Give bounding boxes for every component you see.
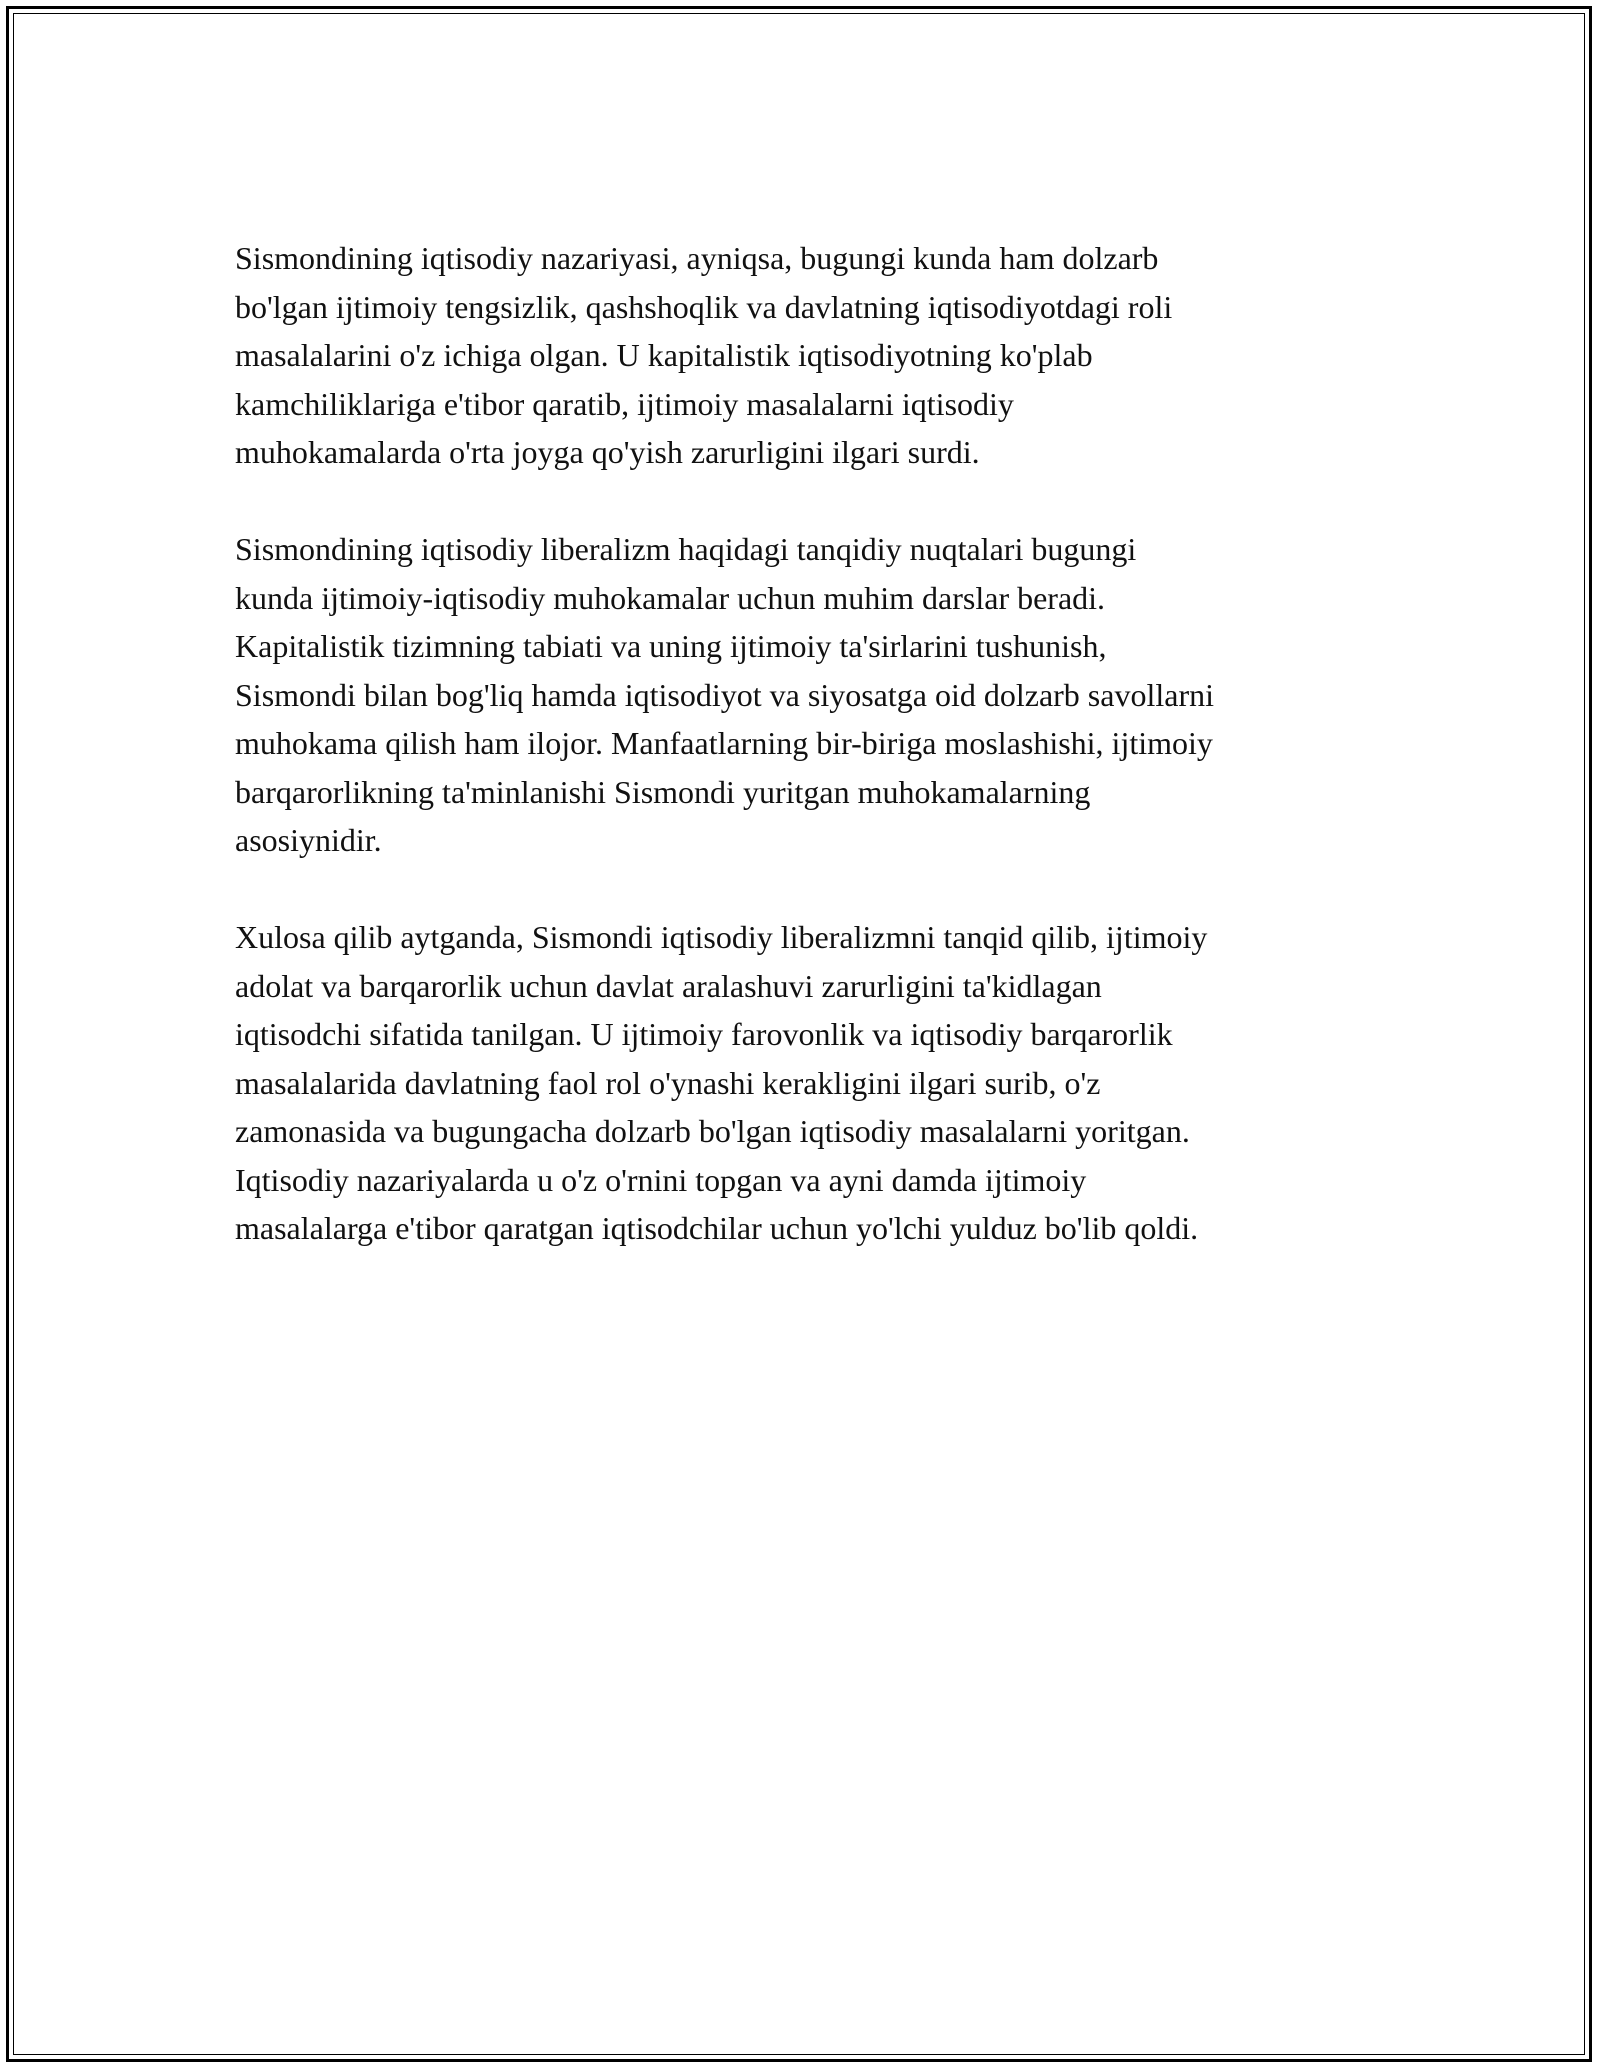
text-line: kunda ijtimoiy-iqtisodiy muhokamalar uchun muhim darslar beradi.: [235, 579, 1106, 616]
paragraph-3: [235, 913, 1380, 1253]
text-line: adolat va barqarorlik uchun davlat aralashuvi zarurligini ta'kidlagan: [235, 967, 1102, 1004]
text-line: muhokamalarda o'rta joyga qo'yish zarurligini ilgari surdi.: [235, 434, 980, 470]
text-line: iqtisodchi sifatida tanilgan. U ijtimoiy farovonlik va iqtisodiy barqarorlik: [235, 1016, 1173, 1052]
text-line: bo'lgan ijtimoiy tengsizlik, qashshoqlik va davlatning iqtisodiyotdagi roli: [235, 288, 1173, 325]
text-line: masalalarini o'z ichiga olgan. U kapitalistik iqtisodiyotning ko'plab: [235, 337, 1093, 373]
paragraph-2: [235, 525, 1380, 865]
text-line: masalalarga e'tibor qaratgan iqtisodchilar uchun yo'lchi yulduz bo'lib qoldi.: [235, 1210, 1199, 1246]
text-line: Sismondining iqtisodiy nazariyasi, ayniqsa, bugungi kunda ham dolzarb: [235, 240, 1159, 276]
text-line: Kapitalistik tizimning tabiati va uning ijtimoiy ta'sirlarini tushunish,: [235, 628, 1107, 664]
text-line: Sismondining iqtisodiy liberalizm haqidagi tanqidiy nuqtalari bugungi: [235, 531, 1137, 567]
document-body: [235, 234, 1380, 1301]
text-line: zamonasida va bugungacha dolzarb bo'lgan iqtisodiy masalalarni yoritgan.: [235, 1113, 1190, 1149]
text-line: Sismondi bilan bog'liq hamda iqtisodiyot va siyosatga oid dolzarb savollarni: [235, 676, 1214, 713]
text-line: barqarorlikning ta'minlanishi Sismondi yuritgan muhokamalarning: [235, 773, 1091, 810]
paragraph-1: [235, 234, 1380, 477]
text-line: masalalarida davlatning faol rol o'ynashi kerakligini ilgari surib, o'z: [235, 1064, 1101, 1101]
text-line: Xulosa qilib aytganda, Sismondi iqtisodiy liberalizmni tanqid qilib, ijtimoiy: [235, 919, 1208, 955]
text-line: Iqtisodiy nazariyalarda u o'z o'rnini topgan va ayni damda ijtimoiy: [235, 1161, 1087, 1198]
text-line: asosiynidir.: [235, 822, 382, 858]
text-line: muhokama qilish ham ilojor. Manfaatlarning bir-biriga moslashishi, ijtimoiy: [235, 725, 1213, 761]
text-line: kamchiliklariga e'tibor qaratib, ijtimoiy masalalarni iqtisodiy: [235, 385, 1014, 422]
